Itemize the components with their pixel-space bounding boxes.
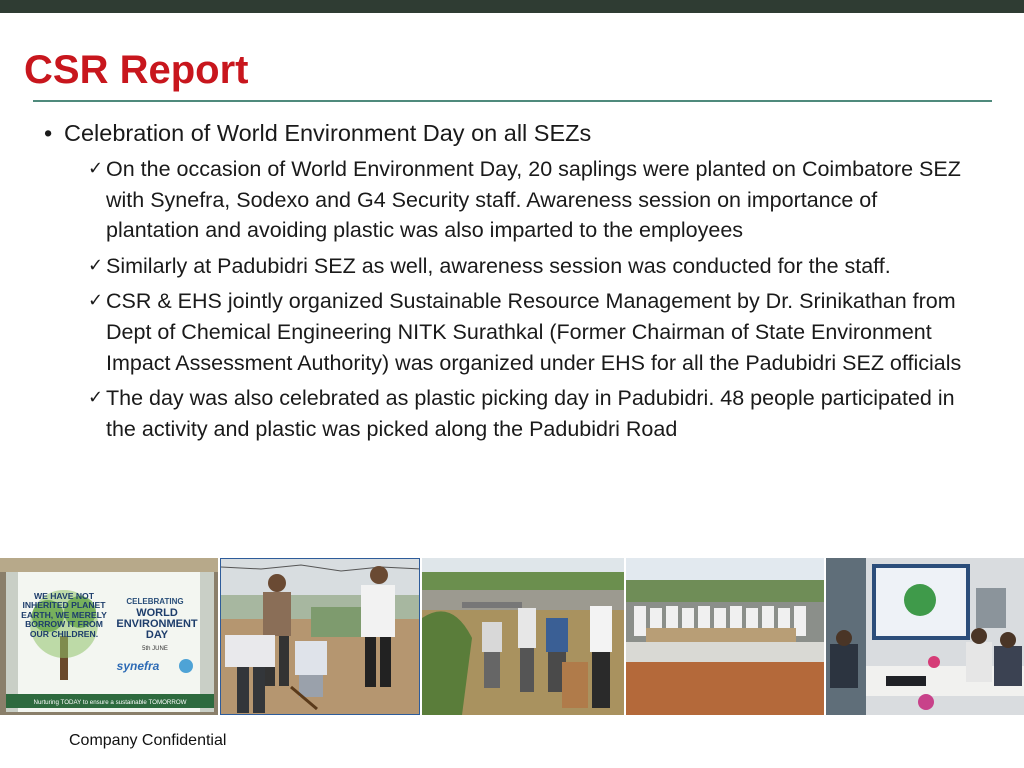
sub-bullet — [88, 154, 974, 246]
banner-celebrating: CELEBRATING — [126, 597, 184, 606]
sub-bullet-list — [88, 154, 974, 444]
banner-brand: synefra — [116, 659, 160, 673]
banner-tagline: Nurturing TODAY to ensure a sustainable TOMORROW — [33, 699, 187, 706]
title-divider — [33, 100, 992, 102]
checkmark-icon: ✓ — [88, 387, 104, 409]
main-bullet — [44, 118, 974, 148]
photo-strip — [0, 558, 1024, 715]
sub-bullet-text: The day was also celebrated as plastic picking day in Padubidri. 48 people participated in the activity and plastic was picked along the Padubidri Road — [106, 386, 955, 441]
sub-bullet — [88, 286, 974, 378]
photo-plastic-picking — [422, 558, 624, 715]
banner-event: WORLD ENVIRONMENT DAY — [116, 608, 198, 641]
sub-bullet-text: On the occasion of World Environment Day, 20 saplings were planted on Coimbatore SEZ with Synefra, Sodexo and G4 Security staff. Awareness session on importance of plantation and avoiding plastic was also imparted to the employees — [106, 157, 961, 243]
slide-title: CSR Report — [24, 48, 249, 92]
photo-environment-day-banner — [0, 558, 218, 715]
footer-confidential: Company Confidential — [69, 732, 227, 749]
top-bar — [0, 0, 1024, 13]
checkmark-icon: ✓ — [88, 158, 104, 179]
sub-bullet-text: Similarly at Padubidri SEZ as well, awareness session was conducted for the staff. — [106, 253, 891, 278]
photo-awareness-session — [826, 558, 1024, 715]
bullet-dot-icon: • — [44, 120, 53, 146]
photo-planting-sapling — [220, 558, 420, 715]
checkmark-icon: ✓ — [88, 254, 104, 276]
photo-group-participants — [626, 558, 824, 715]
checkmark-icon: ✓ — [88, 290, 104, 312]
banner-quote: WE HAVE NOT INHERITED PLANET EARTH, WE MERELY BORROW IT FROM OUR CHILDREN. — [21, 592, 107, 639]
sub-bullet — [88, 251, 974, 282]
main-bullet-text: Celebration of World Environment Day on all SEZs — [64, 120, 592, 146]
sub-bullet — [88, 383, 974, 444]
banner-date: 5th JUNE — [142, 646, 168, 652]
sub-bullet-text: CSR & EHS jointly organized Sustainable Resource Management by Dr. Srinikathan from Dept of Chemical Engineering NITK Surathkal (Former Chairman of State Environment Impact Assessment Authority) was organized under EHS for all the Padubidri SEZ officials — [106, 289, 962, 375]
slide-content — [44, 118, 974, 449]
